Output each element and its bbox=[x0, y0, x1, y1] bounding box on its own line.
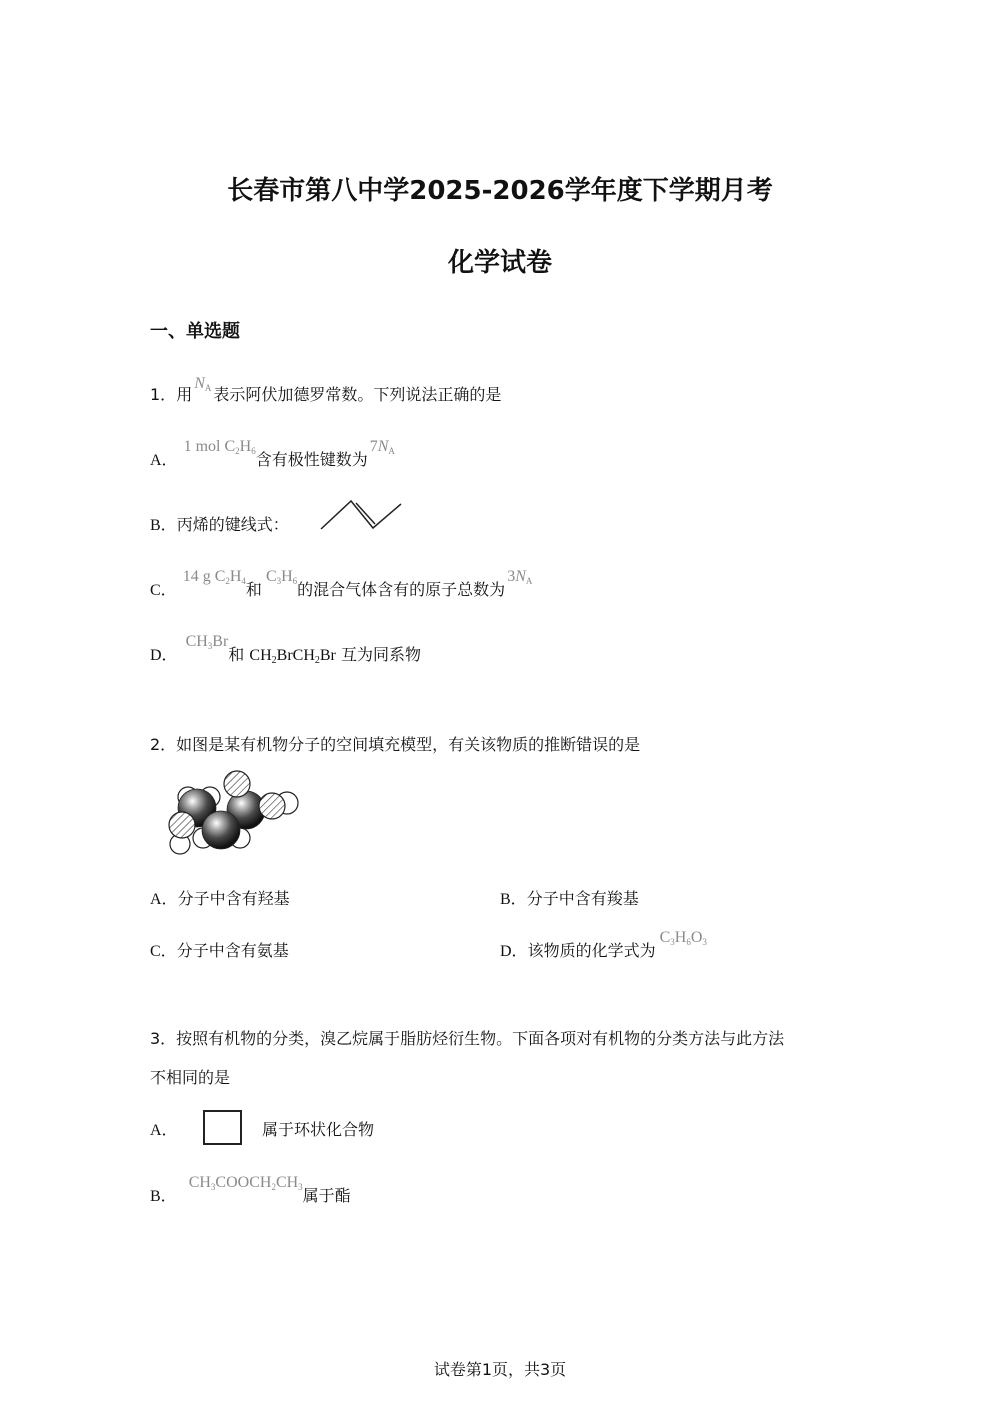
q2-option-c[interactable]: C．分子中含有氨基 bbox=[150, 941, 289, 960]
q1-stem-pre: 用 bbox=[176, 385, 193, 404]
q3-option-a[interactable]: A． bbox=[150, 1122, 178, 1139]
q1-a-value: $7N_A$ bbox=[369, 438, 395, 456]
section-heading: 一、单选题 bbox=[150, 321, 240, 342]
exam-title: 长春市第八中学2025-2026学年度下学期月考 bbox=[227, 176, 773, 206]
q3-b-formula: $CH_3COOCH_2CH_3$ bbox=[188, 1174, 303, 1192]
oxygen-atom bbox=[259, 793, 285, 819]
space-filling-model bbox=[160, 765, 305, 860]
oxygen-atom bbox=[169, 812, 195, 838]
q2-option-a[interactable]: A．分子中含有羟基 bbox=[150, 889, 290, 908]
q3-option-a-text: 属于环状化合物 bbox=[262, 1120, 375, 1139]
q3-stem-line1: 3．按照有机物的分类，溴乙烷属于脂肪烃衍生物。下面各项对有机物的分类方法与此方法 bbox=[150, 1029, 785, 1048]
q1-option-b[interactable]: B．丙烯的键线式： bbox=[150, 515, 289, 534]
q1-option-a[interactable]: A．1 mol $C_2H_6$含有极性键数为$7N_A$ bbox=[150, 438, 395, 469]
q1-stem-text: 表示阿伏加德罗常数。下列说法正确的是 bbox=[213, 385, 502, 404]
q3-stem-line2: 不相同的是 bbox=[150, 1068, 231, 1087]
q1-option-d[interactable]: D．$CH_3Br$和 $CH_2BrCH_2Br$ 互为同系物 bbox=[150, 633, 421, 666]
cyclobutane-square-icon bbox=[203, 1110, 243, 1146]
q1-d-ch2brch2br: $CH_2BrCH_2Br$ bbox=[249, 647, 336, 666]
q2-stem: 2．如图是某有机物分子的空间填充模型，有关该物质的推断错误的是 bbox=[150, 735, 641, 754]
exam-subtitle: 化学试卷 bbox=[447, 248, 552, 278]
q2-option-b[interactable]: B．分子中含有羧基 bbox=[500, 889, 639, 908]
q1-c-formula-2: $C_3H_6$ bbox=[265, 568, 298, 586]
page-footer: 试卷第1页，共3页 bbox=[433, 1360, 567, 1379]
q2-option-d[interactable]: D．该物质的化学式为$C_3H_6O_3$ bbox=[500, 929, 707, 960]
propene-skeletal-formula bbox=[318, 496, 406, 536]
carbon-atom bbox=[202, 811, 240, 849]
q1-c-formula-1: 14 g $C_2H_4$ bbox=[182, 568, 246, 586]
q1-c-value: $3N_A$ bbox=[507, 568, 533, 586]
q2-d-formula: $C_3H_6O_3$ bbox=[659, 929, 707, 947]
q3-option-b[interactable]: B．$CH_3COOCH_2CH_3$属于酯 bbox=[150, 1174, 351, 1205]
q1-d-formula: $CH_3Br$ bbox=[185, 633, 229, 651]
q1-stem bbox=[150, 375, 502, 410]
q1-number: 1． bbox=[150, 385, 177, 404]
q1-option-c[interactable]: C．14 g $C_2H_4$和$C_3H_6$的混合气体含有的原子总数为$3N_A$ bbox=[150, 568, 533, 599]
q1-na-formula: $N_A$ bbox=[194, 375, 212, 393]
oxygen-atom bbox=[224, 771, 250, 797]
q1-a-formula: 1 mol $C_2H_6$ bbox=[183, 438, 256, 456]
